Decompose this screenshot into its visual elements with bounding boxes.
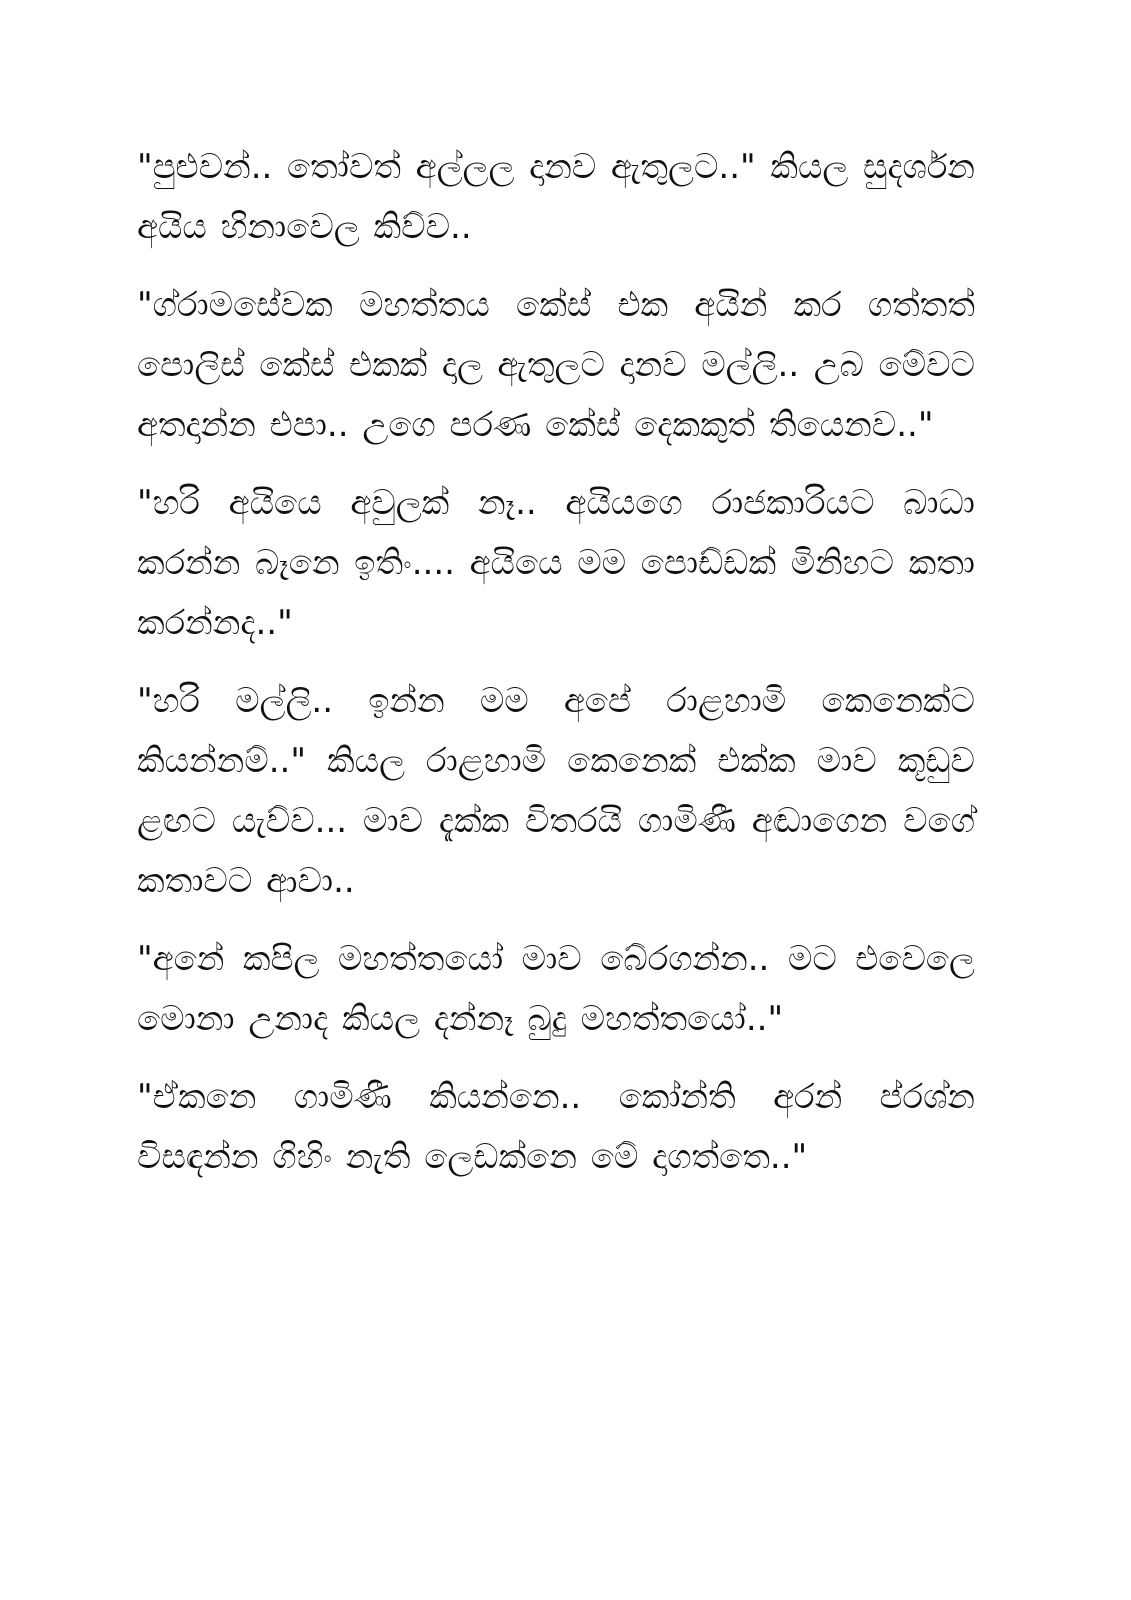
- paragraph-4: "හරි මල්ලි.. ඉන්න මම අපේ රාළහාමි කෙනෙක්ට කියන්නම්.." කියල රාළහාමි කෙනෙක් එක්ක මාව කූඩුව ළඟට යැව්ව... මාව දැක්ක විතරයි ගාමිණී අඬාගෙන වගේ කතාවට ආවා..: [137, 681, 975, 901]
- paragraph-5: "අනේ කපිල මහත්තයෝ මාව බේරගන්න.. මට එවෙලෙ මොනා උනාද කියල දන්නෑ බුදු මහත්තයෝ..": [137, 939, 975, 1039]
- body-text: [137, 137, 975, 1205]
- paragraph-1: "පුළුවන්.. තෝවත් අල්ලල දානව ඇතුලට.." කියල සුදර්ශන අයිය හිනාවෙල කිව්ව..: [137, 147, 975, 247]
- paragraph-3: "හරි අයියෙ අවුලක් නෑ.. අයියගෙ රාජකාරියට බාධා කරන්න බෑනෙ ඉතිං.... අයියෙ මම පොඩ්ඩක් මිනිහට කතා කරන්නද..": [137, 483, 975, 643]
- paragraph-2: "ග්රාමසේවක මහත්තය කේස් එක අයින් කර ගත්තත් පොලිස් කේස් එකක් දාල ඇතුලට දානව මල්ලි.. උබ මේවට අතදාන්න එපා.. උගෙ පරණ කේස් දෙකකුත් තියෙනව..": [137, 285, 975, 445]
- paragraph-6: "ඒකනෙ ගාමිණී කියන්නෙ.. කෝන්ති අරන් ප්රශ්න විසඳන්න ගිහිං නැති ලෙඩක්නෙ මේ දාගත්තෙ..": [137, 1077, 975, 1177]
